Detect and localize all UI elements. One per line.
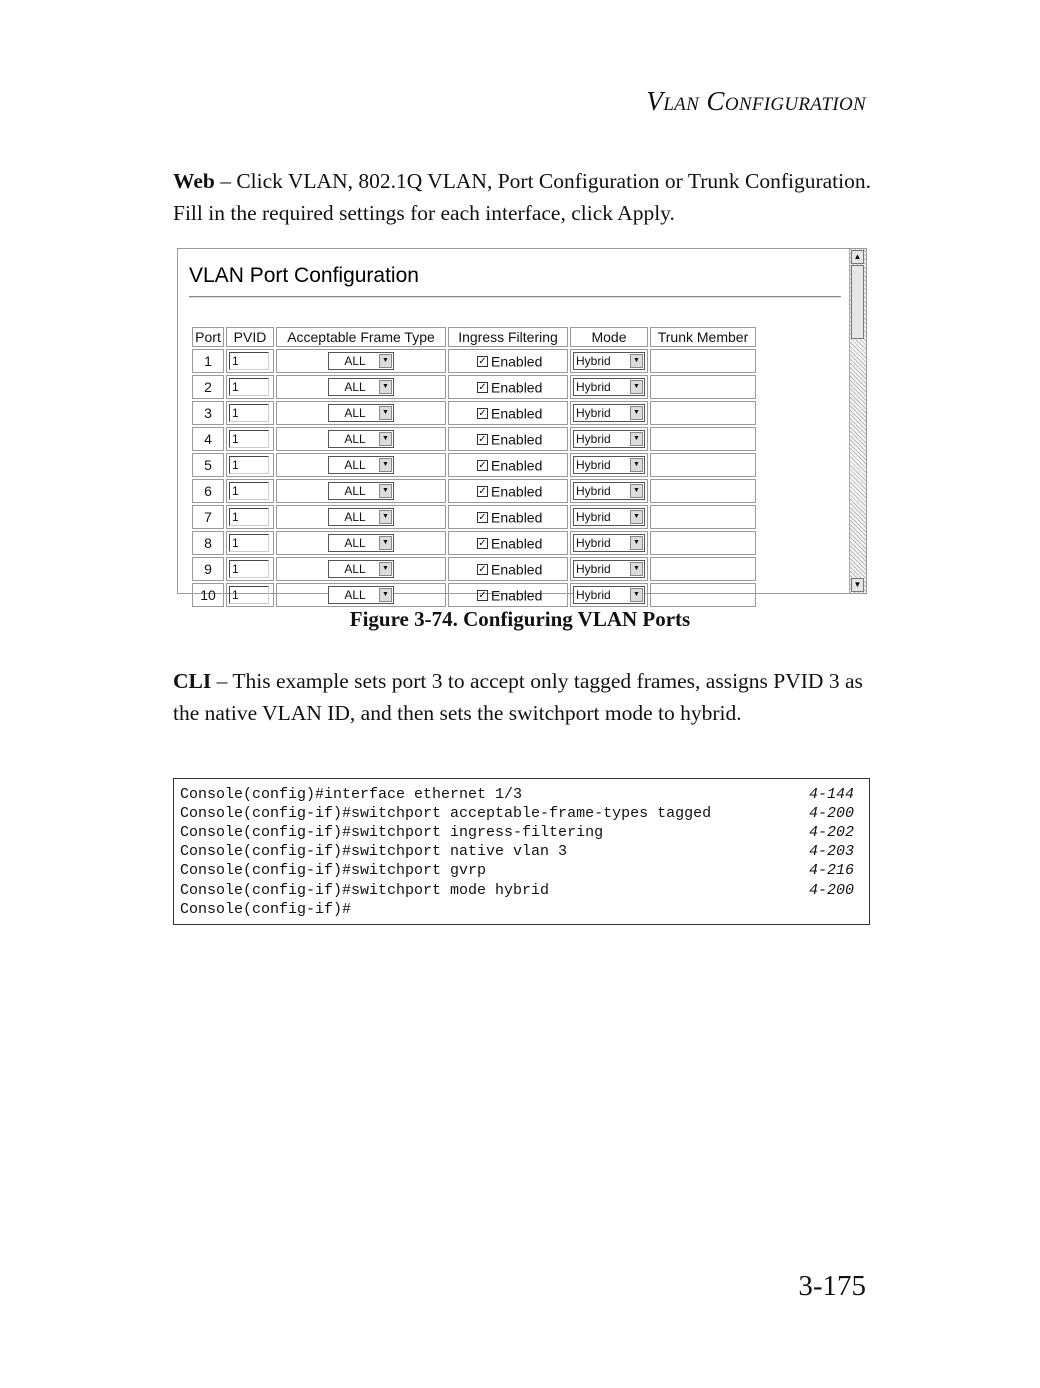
frame-type-value: ALL xyxy=(344,354,366,369)
mode-value: Hybrid xyxy=(576,484,611,499)
port-number: 10 xyxy=(192,583,224,607)
ingress-checkbox[interactable]: ✓ xyxy=(478,512,487,524)
mode-select[interactable] xyxy=(573,430,645,448)
vlan-port-config-screenshot xyxy=(177,248,867,604)
port-number: 1 xyxy=(192,349,224,373)
mode-value: Hybrid xyxy=(576,536,611,551)
running-header xyxy=(646,86,866,117)
ingress-label: Enabled xyxy=(491,405,543,422)
cli-page-reference: 4-203 xyxy=(808,843,854,861)
mode-select[interactable] xyxy=(573,534,645,552)
mode-select[interactable] xyxy=(573,352,645,370)
dropdown-arrow-icon[interactable]: ▼ xyxy=(630,380,643,394)
port-number: 6 xyxy=(192,479,224,503)
mode-select[interactable] xyxy=(573,404,645,422)
header-section-rest: ONFIGURATION xyxy=(724,94,866,115)
cli-example-box xyxy=(173,778,870,925)
scrollbar-thumb[interactable] xyxy=(851,265,864,339)
frame-type-value: ALL xyxy=(344,380,366,395)
mode-select[interactable] xyxy=(573,482,645,500)
port-number: 3 xyxy=(192,401,224,425)
dropdown-arrow-icon[interactable]: ▼ xyxy=(379,588,392,602)
ingress-label: Enabled xyxy=(491,535,543,552)
ingress-checkbox[interactable]: ✓ xyxy=(478,460,487,472)
pvid-input[interactable]: 1 xyxy=(229,482,269,500)
frame-type-cell xyxy=(276,583,446,607)
frame-type-value: ALL xyxy=(344,536,366,551)
ingress-label: Enabled xyxy=(491,457,543,474)
ingress-checkbox[interactable]: ✓ xyxy=(478,382,487,394)
frame-type-cell xyxy=(276,557,446,581)
dropdown-arrow-icon[interactable]: ▼ xyxy=(379,406,392,420)
mode-value: Hybrid xyxy=(576,432,611,447)
trunk-member-cell xyxy=(650,453,756,477)
page-number: 3-175 xyxy=(798,1270,866,1302)
ingress-label: Enabled xyxy=(491,587,543,604)
table-row xyxy=(192,505,756,529)
frame-type-select[interactable] xyxy=(328,560,394,578)
pvid-cell xyxy=(226,453,274,477)
trunk-member-cell xyxy=(650,505,756,529)
cli-page-reference: 4-200 xyxy=(808,881,854,899)
ingress-label: Enabled xyxy=(491,353,543,370)
col-header-frame-type: Acceptable Frame Type xyxy=(276,327,446,347)
pvid-input[interactable]: 1 xyxy=(229,430,269,448)
frame-type-cell xyxy=(276,427,446,451)
ingress-cell xyxy=(448,401,568,425)
trunk-member-cell xyxy=(650,375,756,399)
ingress-label: Enabled xyxy=(491,431,543,448)
pvid-input[interactable]: 1 xyxy=(229,404,269,422)
vertical-scrollbar[interactable] xyxy=(849,249,866,593)
col-header-pvid: PVID xyxy=(226,327,274,347)
pvid-input[interactable]: 1 xyxy=(229,534,269,552)
frame-type-select[interactable] xyxy=(328,430,394,448)
frame-type-cell xyxy=(276,479,446,503)
trunk-member-cell xyxy=(650,531,756,555)
header-section-initial: C xyxy=(706,86,725,116)
frame-type-value: ALL xyxy=(344,458,366,473)
dropdown-arrow-icon[interactable]: ▼ xyxy=(379,536,392,550)
dropdown-arrow-icon[interactable]: ▼ xyxy=(630,432,643,446)
pvid-cell xyxy=(226,479,274,503)
table-row xyxy=(192,557,756,581)
title-divider xyxy=(189,296,841,298)
frame-type-select[interactable] xyxy=(328,534,394,552)
mode-cell xyxy=(570,557,648,581)
col-header-ingress: Ingress Filtering xyxy=(448,327,568,347)
table-row xyxy=(192,375,756,399)
frame-type-cell xyxy=(276,531,446,555)
frame-type-value: ALL xyxy=(344,588,366,603)
mode-value: Hybrid xyxy=(576,562,611,577)
trunk-member-cell xyxy=(650,401,756,425)
frame-type-select[interactable] xyxy=(328,482,394,500)
trunk-member-cell xyxy=(650,557,756,581)
frame-type-cell xyxy=(276,453,446,477)
table-row xyxy=(192,401,756,425)
pvid-input[interactable]: 1 xyxy=(229,508,269,526)
ingress-cell xyxy=(448,349,568,373)
scroll-up-arrow-icon[interactable]: ▲ xyxy=(851,250,864,264)
port-number: 8 xyxy=(192,531,224,555)
header-chapter-rest: LAN xyxy=(663,94,700,115)
frame-type-select[interactable] xyxy=(328,404,394,422)
frame-type-select[interactable] xyxy=(328,456,394,474)
web-instructions xyxy=(173,166,873,229)
cli-command: Console(config)#interface ethernet 1/3 xyxy=(180,786,523,803)
web-label: Web xyxy=(173,169,215,193)
cli-command: Console(config-if)#switchport gvrp xyxy=(180,862,487,880)
table-row xyxy=(192,479,756,503)
mode-value: Hybrid xyxy=(576,380,611,395)
dropdown-arrow-icon[interactable]: ▼ xyxy=(630,484,643,498)
dropdown-arrow-icon[interactable]: ▼ xyxy=(630,562,643,576)
mode-cell xyxy=(570,427,648,451)
mode-value: Hybrid xyxy=(576,406,611,421)
pvid-cell xyxy=(226,349,274,373)
frame-type-value: ALL xyxy=(344,562,366,577)
ingress-checkbox[interactable]: ✓ xyxy=(478,356,487,368)
trunk-member-cell xyxy=(650,583,756,607)
table-row xyxy=(192,531,756,555)
trunk-member-cell xyxy=(650,349,756,373)
ingress-cell xyxy=(448,375,568,399)
screen-title: VLAN Port Configuration xyxy=(189,264,419,287)
pvid-cell xyxy=(226,557,274,581)
port-number: 7 xyxy=(192,505,224,529)
frame-type-value: ALL xyxy=(344,484,366,499)
mode-cell xyxy=(570,453,648,477)
cli-command: Console(config-if)#switchport ingress-filtering xyxy=(180,824,604,842)
dropdown-arrow-icon[interactable]: ▼ xyxy=(379,562,392,576)
col-header-trunk: Trunk Member xyxy=(650,327,756,347)
cli-text: – This example sets port 3 to accept only tagged frames, assigns PVID 3 as the native VLAN ID, and then sets the switchport mode to hybrid. xyxy=(173,669,863,725)
mode-select[interactable] xyxy=(573,586,645,604)
pvid-cell xyxy=(226,427,274,451)
cli-page-reference: 4-144 xyxy=(808,786,854,803)
ingress-checkbox[interactable]: ✓ xyxy=(478,486,487,498)
mode-cell xyxy=(570,375,648,399)
port-number: 4 xyxy=(192,427,224,451)
dropdown-arrow-icon[interactable]: ▼ xyxy=(630,536,643,550)
frame-type-cell xyxy=(276,349,446,373)
pvid-cell xyxy=(226,531,274,555)
cli-command: Console(config-if)#switchport native vlan 3 xyxy=(180,843,568,861)
mode-select[interactable] xyxy=(573,378,645,396)
ingress-label: Enabled xyxy=(491,561,543,578)
dropdown-arrow-icon[interactable]: ▼ xyxy=(630,354,643,368)
mode-value: Hybrid xyxy=(576,354,611,369)
figure-caption: Figure 3-74. Configuring VLAN Ports xyxy=(349,607,691,631)
port-table xyxy=(190,325,758,609)
cli-command: Console(config-if)#switchport mode hybrid xyxy=(180,881,550,899)
ingress-cell xyxy=(448,557,568,581)
cli-page-reference: 4-216 xyxy=(808,862,854,880)
mode-select[interactable] xyxy=(573,508,645,526)
dropdown-arrow-icon[interactable]: ▼ xyxy=(379,458,392,472)
table-row xyxy=(192,583,756,607)
mode-cell xyxy=(570,401,648,425)
frame-type-cell xyxy=(276,401,446,425)
dropdown-arrow-icon[interactable]: ▼ xyxy=(379,380,392,394)
mode-cell xyxy=(570,583,648,607)
pvid-cell xyxy=(226,375,274,399)
mode-select[interactable] xyxy=(573,560,645,578)
web-text: – Click VLAN, 802.1Q VLAN, Port Configuration or Trunk Configuration. Fill in the required settings for each interface, click Apply. xyxy=(173,169,871,225)
table-header-row xyxy=(192,327,756,347)
cli-command: Console(config-if)#switchport acceptable-frame-types tagged xyxy=(180,805,712,823)
table-row xyxy=(192,349,756,373)
frame-type-select[interactable] xyxy=(328,508,394,526)
frame-type-select[interactable] xyxy=(328,378,394,396)
ingress-cell xyxy=(448,453,568,477)
ingress-checkbox[interactable]: ✓ xyxy=(478,538,487,550)
pvid-cell xyxy=(226,401,274,425)
cli-command: Console(config-if)# xyxy=(180,900,352,918)
mode-value: Hybrid xyxy=(576,458,611,473)
ingress-cell xyxy=(448,427,568,451)
port-number: 5 xyxy=(192,453,224,477)
pvid-input[interactable]: 1 xyxy=(229,560,269,578)
pvid-input[interactable]: 1 xyxy=(229,456,269,474)
cli-page-reference: 4-200 xyxy=(808,805,854,823)
ingress-cell xyxy=(448,505,568,529)
ingress-label: Enabled xyxy=(491,379,543,396)
mode-select[interactable] xyxy=(573,456,645,474)
col-header-port: Port xyxy=(192,327,224,347)
ingress-label: Enabled xyxy=(491,509,543,526)
frame-type-value: ALL xyxy=(344,510,366,525)
dropdown-arrow-icon[interactable]: ▼ xyxy=(379,432,392,446)
frame-type-value: ALL xyxy=(344,406,366,421)
cli-page-reference: 4-202 xyxy=(808,824,854,842)
dropdown-arrow-icon[interactable]: ▼ xyxy=(630,458,643,472)
ingress-checkbox[interactable]: ✓ xyxy=(478,564,487,576)
mode-cell xyxy=(570,479,648,503)
dropdown-arrow-icon[interactable]: ▼ xyxy=(379,484,392,498)
frame-type-select[interactable] xyxy=(328,352,394,370)
pvid-cell xyxy=(226,583,274,607)
ingress-cell xyxy=(448,479,568,503)
port-number: 2 xyxy=(192,375,224,399)
pvid-input[interactable]: 1 xyxy=(229,352,269,370)
scroll-down-arrow-icon[interactable]: ▼ xyxy=(851,578,864,592)
frame-type-cell xyxy=(276,505,446,529)
col-header-mode: Mode xyxy=(570,327,648,347)
ingress-checkbox[interactable]: ✓ xyxy=(478,590,487,602)
dropdown-arrow-icon[interactable]: ▼ xyxy=(379,510,392,524)
pvid-cell xyxy=(226,505,274,529)
trunk-member-cell xyxy=(650,427,756,451)
pvid-input[interactable]: 1 xyxy=(229,378,269,396)
frame-type-value: ALL xyxy=(344,432,366,447)
mode-value: Hybrid xyxy=(576,588,611,603)
mode-cell xyxy=(570,349,648,373)
dropdown-arrow-icon[interactable]: ▼ xyxy=(630,510,643,524)
ingress-checkbox[interactable]: ✓ xyxy=(478,408,487,420)
ingress-label: Enabled xyxy=(491,483,543,500)
ingress-checkbox[interactable]: ✓ xyxy=(478,434,487,446)
table-row xyxy=(192,427,756,451)
pvid-input[interactable]: 1 xyxy=(229,586,269,604)
dropdown-arrow-icon[interactable]: ▼ xyxy=(630,406,643,420)
cli-label: CLI xyxy=(173,669,212,693)
cli-instructions xyxy=(173,666,873,729)
dropdown-arrow-icon[interactable]: ▼ xyxy=(630,588,643,602)
frame-type-select[interactable] xyxy=(328,586,394,604)
ingress-cell xyxy=(448,531,568,555)
mode-value: Hybrid xyxy=(576,510,611,525)
ingress-cell xyxy=(448,583,568,607)
dropdown-arrow-icon[interactable]: ▼ xyxy=(379,354,392,368)
port-number: 9 xyxy=(192,557,224,581)
frame-type-cell xyxy=(276,375,446,399)
mode-cell xyxy=(570,531,648,555)
mode-cell xyxy=(570,505,648,529)
table-row xyxy=(192,453,756,477)
trunk-member-cell xyxy=(650,479,756,503)
header-chapter-initial: V xyxy=(646,86,664,116)
